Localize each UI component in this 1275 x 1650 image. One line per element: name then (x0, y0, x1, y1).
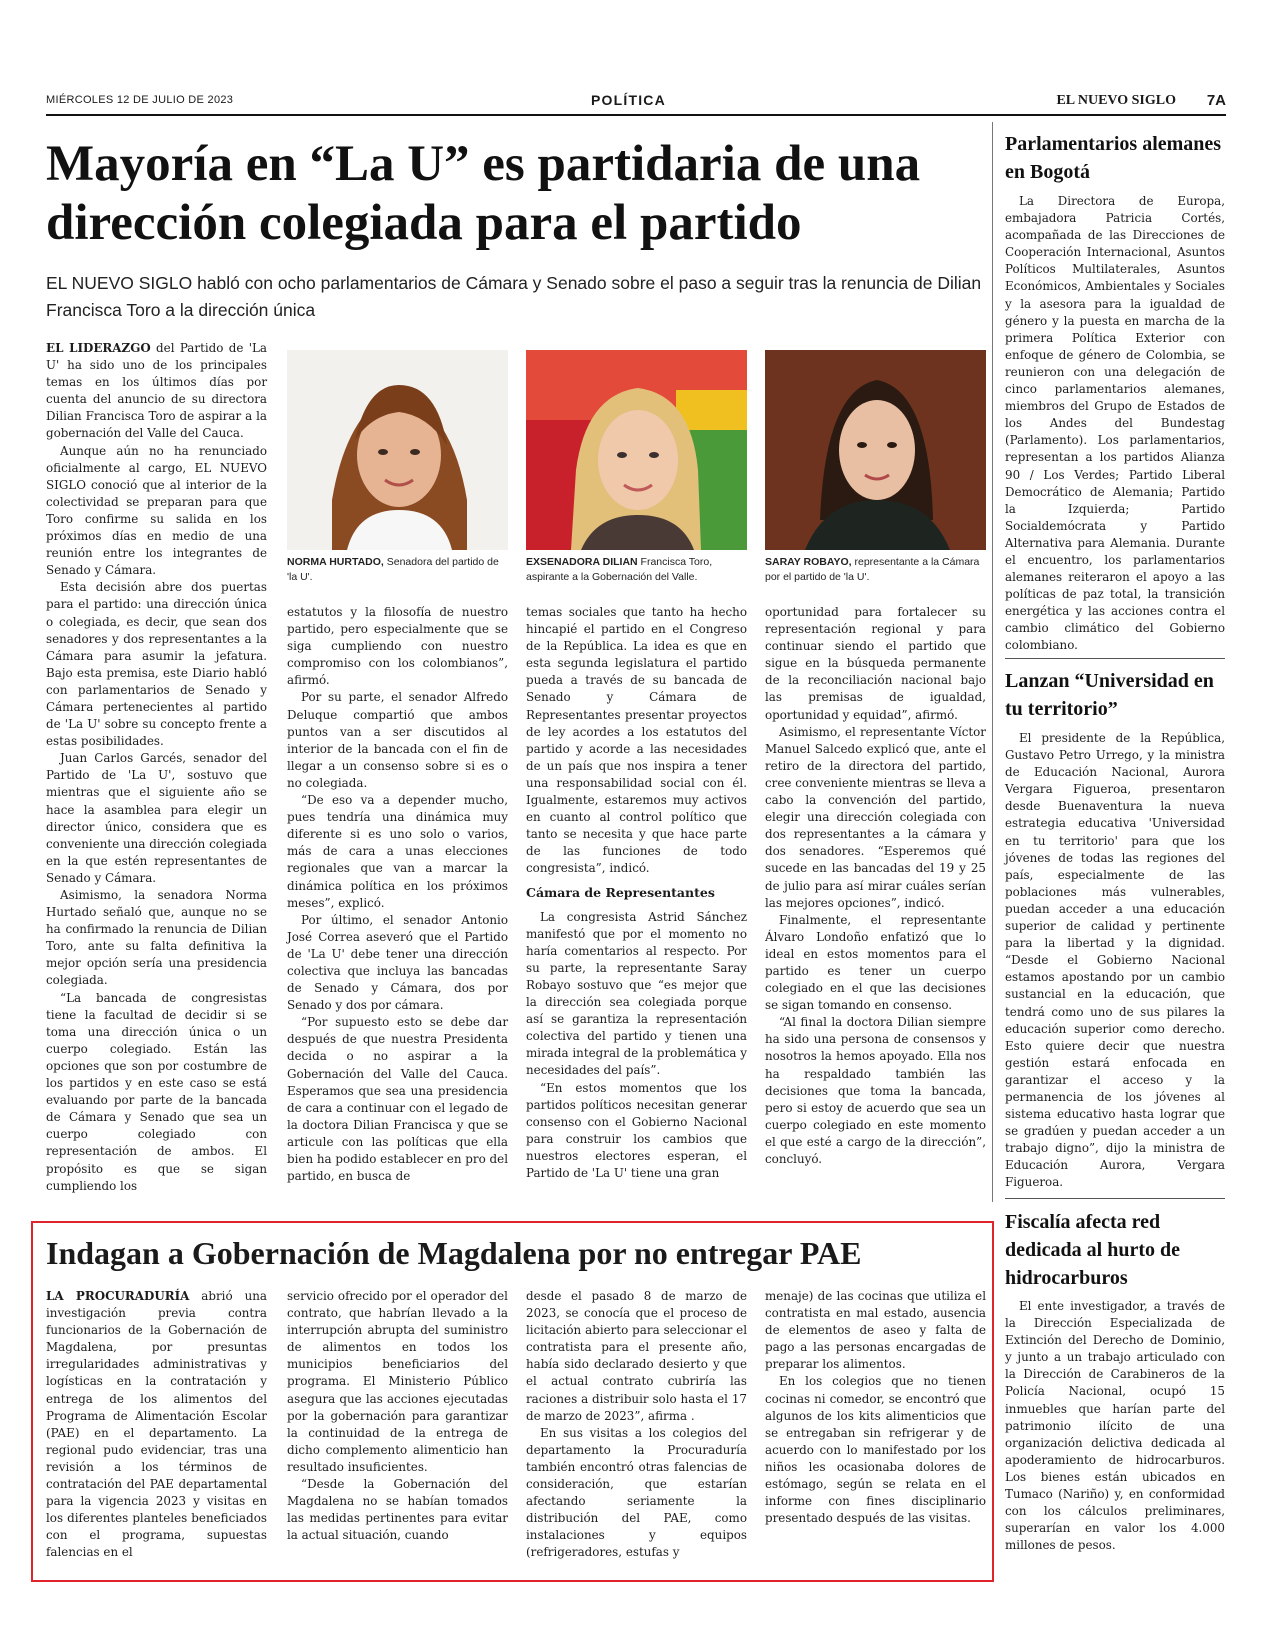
box-column-4 (765, 1288, 986, 1527)
paragraph: Juan Carlos Garcés, senador del Partido de 'La U', sostuvo que mientras que el siguiente año se hace la asamblea para elegir un director único, considera que es conveniente una dirección colegiada en la que estén representantes de Senado y Cámara. (46, 751, 267, 885)
newspaper-name: EL NUEVO SIGLO (1056, 93, 1176, 108)
paragraph: Aunque aún no ha renunciado oficialmente al cargo, EL NUEVO SIGLO conoció que al interior de la colectividad se preparan para que Toro confirme su salida en los próximos días en medio de una reunión entre los integrantes de Senado y Cámara. (46, 443, 267, 578)
issue-date: MIÉRCOLES 12 DE JULIO DE 2023 (46, 94, 234, 106)
photo-caption: EXSENADORA DILIAN Francisca Toro, aspirante a la Gobernación del Valle. (526, 556, 713, 583)
main-column-1 (46, 340, 267, 1195)
sidebar-title: Parlamentarios alemanes en Bogotá (1005, 133, 1222, 183)
paragraph: El presidente de la República, Gustavo Petro Urrego, y la ministra de Educación Nacional, Aurora Vergara Figueroa, presentaron desde Buenaventura la nueva estrategia educativa 'Universidad en tu territorio' para que los jóvenes de todas las regiones del país, especialmente de las poblaciones más vulnerables, puedan acceder a una educación superior de calidad y pertinente para la libertad y la dignidad. “Desde el Gobierno Nacional estamos apostando por un cambio sustancial en la educación, que tendrá como uno de sus pilares la educación superior como derecho. Esto quiere decir que nuestra gestión estará enfocada en garantizar el acceso y la permanencia de los jóvenes al sistema educativo hasta lograr que se gradúen y puedan acceder a un trabajo digno”, dijo la ministra de Educación Aurora, Vergara Figueroa. (1005, 731, 1225, 1190)
photo-dilian-toro (526, 350, 747, 550)
paragraph: En sus visitas a los colegios del departamento la Procuraduría también encontró otras falencias de consideración, que estarían afectando seriamente la distribución del PAE, como instalaciones y equipos (refrigeradores, estufas y (526, 1425, 747, 1560)
photo-caption: NORMA HURTADO, Senadora del partido de 'la U'. (287, 556, 499, 583)
sidebar-title: Lanzan “Universidad en tu territorio” (1005, 670, 1214, 720)
paragraph: El ente investigador, a través de la Dirección Especializada de Extinción del Derecho de Dominio, y junto a un trabajo articulado con la Dirección de Carabineros de la Policía Nacional, ocupó 15 inmuebles que harían parte del patrimonio ilícito de una organización delictiva dedicada al apoderamiento de hidrocarburos. Los bienes están ubicados en Tumaco (Nariño) y, en conformidad con los cálculos preliminares, superarían en valor los 4.000 millones de pesos. (1005, 1299, 1225, 1553)
paragraph: estatutos y la filosofía de nuestro partido, pero especialmente que se siga cumpliendo con nuestro compromiso con los colombianos”, afirmó. (287, 605, 508, 688)
sidebar-text (1005, 193, 1225, 655)
paragraph: del Partido de 'La U' ha sido uno de los principales temas en los últimos días por cuenta del anuncio de su directora Dilian Francisca Toro de aspirar a la gobernación del Valle del Cauca. (46, 341, 267, 441)
main-column-3 (526, 604, 747, 1182)
page-number: 7A (1206, 92, 1226, 109)
paragraph: “En estos momentos que los partidos políticos necesitan generar consenso con el Gobierno Nacional para construir los cambios que nuestros electores esperan, el Partido de 'La U' tiene una gran (526, 1080, 747, 1180)
paragraph: desde el pasado 8 de marzo de 2023, se conocía que el proceso de licitación abierto para seleccionar el contratista para el presente año, había sido declarado desierto y que el actual contrato cubriría las raciones a distribuir solo hasta el 17 de marzo de 2023”, afirma . (526, 1289, 747, 1423)
lead-word: LA PROCURADURÍA (46, 1289, 190, 1303)
paragraph: Por último, el senador Antonio José Correa aseveró que el Partido de 'La U' debe tener una dirección colectiva que incluya las bancadas de Senado y Cámara, dos por Senado y dos por cámara. (287, 912, 508, 1013)
box-column-1 (46, 1288, 267, 1562)
paragraph: abrió una investigación previa contra funcionarios de la Gobernación de Magdalena, por presuntas irregularidades administrativas y logísticas en la contratación y entrega de los alimentos del Programa de Alimentación Escolar (PAE) en el departamento. La regional pudo evidenciar, tras una revisión a los términos de contratación del PAE departamental para la vigencia 2023 y visitas en los diferentes planteles beneficiados con el programa, supuestas falencias en el (46, 1289, 267, 1560)
header-rule (46, 114, 1226, 116)
page-header (46, 92, 1226, 112)
photo-norma-hurtado (287, 350, 508, 550)
paragraph: temas sociales que tanto ha hecho hincapié el partido en el Congreso de la República. La idea es que en esta segunda legislatura el partido pueda a través de su bancada de Senado y Cámara de Representantes presentar proyectos de ley acordes a los estatutos del partido y acorde a las necesidades de un país que nos inspira a tener una responsabilidad social con él. Igualmente, estaremos muy activos en cuanto al control político que tanto se necesita y que hace parte de las funciones de todo congresista”, indicó. (526, 605, 747, 876)
sidebar-rule (1005, 1198, 1225, 1199)
photo-caption: SARAY ROBAYO, representante a la Cámara por el partido de 'la U'. (765, 556, 980, 583)
paragraph: “La bancada de congresistas tiene la facultad de decidir si se toma una dirección única o un cuerpo colegiado. Están las opciones que son por costumbre de los partidos y en este caso se está evaluando por parte de la bancada de Cámara y Senado que sea un cuerpo colegiado con representación de ambos. El propósito es que se sigan cumpliendo los (46, 990, 267, 1193)
paragraph: Por su parte, el senador Alfredo Deluque compartió que ambos puntos van a ser discutidos al interior de la bancada con el fin de llegar a un consenso sobre si es o no colegiada. (287, 690, 508, 790)
sidebar-title: Fiscalía afecta red dedicada al hurto de hidrocarburos (1005, 1211, 1181, 1289)
paragraph: oportunidad para fortalecer su representación regional y para continuar siendo el partido que sigue en la búsqueda permanente de la reconciliación nacional bajo las premisas de igualdad, oportunidad y equidad”, afirmó. (765, 605, 986, 722)
paragraph: servicio ofrecido por el operador del contrato, que habrían llevado a la interrupción abrupta del suministro de alimentos en todos los municipios beneficiarios del programa. El Ministerio Público asegura que las acciones ejecutadas por la gobernación para garantizar la continuidad de la entrega de dicho complemento alimenticio han resultado insuficientes. (287, 1289, 508, 1474)
paragraph: Finalmente, el representante Álvaro Londoño enfatizó que lo ideal en estos momentos para el partido es tener un cuerpo colegiado en el que las decisiones se sigan tomando en consenso. (765, 912, 986, 1013)
paragraph: Asimismo, la senadora Norma Hurtado señaló que, aunque no se ha confirmado la renuncia de Dilian Toro, ante su falta definitiva la mejor opción sería una presidencia colegiada. (46, 888, 267, 988)
paragraph: Esta decisión abre dos puertas para el partido: una dirección única o colegiada, es decir, que sean dos senadores y dos representantes a la Cámara para asumir la jefatura. Bajo esta premisa, este Diario habló con parlamentarios de Senado y Cámara pertenecientes al partido de 'La U' sobre su concepto frente a estas posibilidades. (46, 580, 267, 749)
sidebar-rule (1005, 658, 1225, 659)
paragraph: “De eso va a depender mucho, pues tendría una dinámica muy diferente si es uno solo o varios, más de cara a unas elecciones regionales que van a marcar la dinámica política en los próximos meses”, explicó. (287, 793, 508, 910)
paragraph: La Directora de Europa, embajadora Patricia Cortés, acompañada de las Direcciones de Cooperación Internacional, Asuntos Políticos Multilaterales, Asuntos Económicos, Ambientales y Sociales y la asesora para la igualdad de género y la puesta en marcha de la primera Política Exterior con enfoque de género de Colombia, se reunieron con una delegación de cinco parlamentarios alemanes, miembros del Grupo de Estados de los Andes del Bundestag (Parlamento). Los parlamentarios, representan a los partidos Alianza 90 / Los Verdes; Partido Liberal Democrático de Alemania; Partido la Izquierda; Partido Socialdemócrata y Partido Alternativa para Alemania. Durante el encuentro, los parlamentarios alemanes reiteraron el apoyo a las políticas de paz total, la transición energética y las acciones contra el cambio climático del Gobierno colombiano. (1005, 194, 1225, 653)
box-column-2 (287, 1288, 508, 1544)
paragraph: Asimismo, el representante Víctor Manuel Salcedo explicó que, ante el retiro de la directora del partido, cree conveniente mientras se lleva a cabo la convención del partido, elegir una dirección colegiada con dos representantes a la cámara y dos senadores. “Esperemos qué sucede en las bancadas del 19 y 25 de julio para así mirar cuáles serían las mejores opciones”, indicó. (765, 724, 986, 910)
main-column-2 (287, 604, 508, 1185)
paragraph: “Desde la Gobernación del Magdalena no se habían tomados las medidas pertinentes para evitar la actual situación, cuando (287, 1477, 508, 1543)
paragraph: “Al final la doctora Dilian siempre ha sido una persona de consensos y nosotros la hemos apoyado. Ella nos ha respaldado también las decisiones que toma la bancada, pero si estoy de acuerdo que sea un cuerpo colegiado en este momento el que esté a cargo de la dirección”, concluyó. (765, 1015, 986, 1166)
subheading: Cámara de Representantes (526, 884, 715, 900)
lead-word: EL LIDERAZGO (46, 341, 151, 355)
sidebar-text (1005, 1298, 1225, 1554)
photo-saray-robayo (765, 350, 986, 550)
box-column-3 (526, 1288, 747, 1562)
main-headline: Mayoría en “La U” es partidaria de una dirección colegiada para el partido (46, 136, 921, 251)
main-deck: EL NUEVO SIGLO habló con ocho parlamentarios de Cámara y Senado sobre el paso a seguir tras la renuncia de Dilian Francisca Toro a la dirección única (46, 273, 982, 320)
section-name: POLÍTICA (591, 92, 666, 108)
paragraph: En los colegios que no tienen cocinas ni comedor, se encontró que algunos de los kits alimenticios que se entregaban sin refrigerar y de acuerdo con lo manifestado por los niños les ocasionaba dolores de estómago, según se relata en el informe con fines disciplinario presentado después de las visitas. (765, 1374, 986, 1526)
paragraph: La congresista Astrid Sánchez manifestó que por el momento no haría comentarios al respecto. Por su parte, la representante Saray Robayo sostuvo que “es mejor que la dirección sea colegiada porque así se garantiza la representación colectiva del partido y tienen una mirada integral de la problemática y necesidades del país”. (526, 909, 747, 1078)
sidebar-text (1005, 730, 1225, 1192)
paragraph: menaje) de las cocinas que utiliza el contratista en mal estado, ausencia de elementos de aseo y falta de pago a las personas encargadas de preparar los alimentos. (765, 1289, 986, 1372)
paragraph: “Por supuesto esto se debe dar después de que nuestra Presidenta decida o no aspirar a la Gobernación del Valle del Cauca. Esperamos que sea una presidencia de cara a continuar con el legado de la doctora Dilian Francisca y que se articule con las políticas que ella bien ha podido establecer en pro del partido, en busca de (287, 1015, 508, 1184)
main-column-4 (765, 604, 986, 1168)
sidebar-divider (992, 122, 993, 1202)
box-headline: Indagan a Gobernación de Magdalena por no entregar PAE (46, 1235, 862, 1271)
